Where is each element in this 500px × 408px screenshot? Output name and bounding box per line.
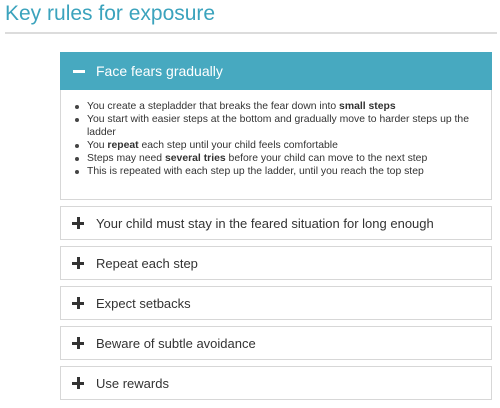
title-divider bbox=[5, 32, 497, 34]
accordion-item-subtle-avoidance[interactable] bbox=[60, 326, 492, 360]
plus-icon bbox=[72, 257, 84, 269]
list-item: You repeat each step until your child feels comfortable bbox=[87, 139, 491, 152]
accordion-item-label: Expect setbacks bbox=[96, 295, 191, 311]
rules-list bbox=[61, 100, 491, 178]
plus-icon bbox=[72, 337, 84, 349]
accordion-item-label: Beware of subtle avoidance bbox=[96, 335, 256, 351]
accordion-item-repeat-each-step[interactable] bbox=[60, 246, 492, 280]
accordion-header-face-fears-gradually[interactable] bbox=[60, 52, 492, 90]
plus-icon bbox=[72, 377, 84, 389]
minus-icon bbox=[73, 70, 85, 73]
accordion-item-expect-setbacks[interactable] bbox=[60, 286, 492, 320]
accordion-panel-face-fears-gradually bbox=[60, 90, 492, 200]
accordion-item-use-rewards[interactable] bbox=[60, 366, 492, 400]
list-item: You start with easier steps at the bottom and gradually move to harder steps up the ladder bbox=[87, 113, 491, 139]
list-item: This is repeated with each step up the ladder, until you reach the top step bbox=[87, 165, 491, 178]
accordion-item-stay-long-enough[interactable] bbox=[60, 206, 492, 240]
accordion bbox=[60, 52, 492, 400]
accordion-item-label: Your child must stay in the feared situation for long enough bbox=[96, 215, 434, 231]
accordion-item-label: Repeat each step bbox=[96, 255, 198, 271]
list-item: You create a stepladder that breaks the fear down into small steps bbox=[87, 100, 491, 113]
list-item: Steps may need several tries before your child can move to the next step bbox=[87, 152, 491, 165]
plus-icon bbox=[72, 217, 84, 229]
accordion-item-label: Use rewards bbox=[96, 375, 169, 391]
plus-icon bbox=[72, 297, 84, 309]
page-title: Key rules for exposure bbox=[5, 2, 216, 25]
accordion-header-label: Face fears gradually bbox=[96, 63, 223, 79]
